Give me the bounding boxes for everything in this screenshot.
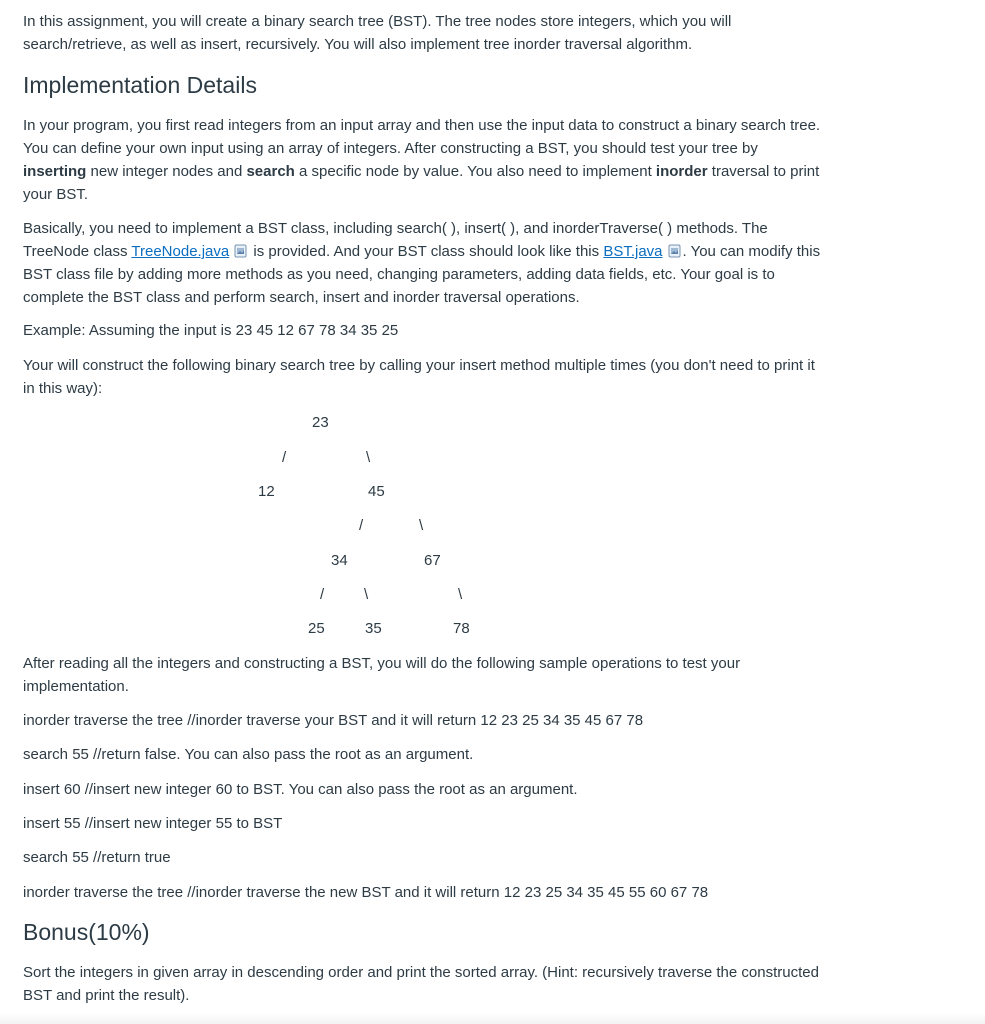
operation-line: inorder traverse the tree //inorder traverse the new BST and it will return 12 23 25 34 35 45 55 60 67 78	[23, 884, 709, 901]
tree-node-34: 34	[331, 552, 348, 569]
operation-line: search 55 //return false. You can also pass the root as an argument.	[23, 746, 474, 763]
tree-node-23: 23	[312, 414, 329, 431]
tree-edge: /	[359, 517, 364, 534]
tree-edge: \	[366, 449, 371, 466]
tree-node-25: 25	[308, 620, 325, 637]
construct-paragraph: Your will construct the following binary search tree by calling your insert method multiple times (you don't need to print it in this way):	[23, 357, 815, 397]
bst-class-paragraph	[23, 217, 823, 309]
para1-text-3: a specific node by value. You also need to implement	[294, 163, 656, 180]
para2-text-1: Basically, you need to implement a BST class, including search( ), insert( ), and inorderTraverse( ) methods. The TreeNode class	[23, 220, 768, 260]
tree-node-45: 45	[368, 483, 385, 500]
para2-text-2: is provided. And your BST class should look like this	[249, 243, 604, 260]
operation-line: insert 60 //insert new integer 60 to BST. You can also pass the root as an argument.	[23, 781, 578, 798]
bst-java-link[interactable]: BST.java	[603, 243, 663, 260]
treenode-java-link[interactable]: TreeNode.java	[131, 243, 230, 260]
intro-paragraph: In this assignment, you will create a binary search tree (BST). The tree nodes store integers, which you will search/retrieve, as well as insert, recursively. You will also implement tree inorder traversal algorithm.	[23, 13, 732, 53]
bst-diagram	[23, 400, 823, 650]
tree-node-35: 35	[365, 620, 382, 637]
bonus-heading: Bonus(10%)	[23, 919, 150, 945]
tree-node-67: 67	[424, 552, 441, 569]
para1-text-1: In your program, you first read integers from an input array and then use the input data to construct a binary search tree. You can define your own input using an array of integers. After constructing a BST, you should test your tree by	[23, 117, 821, 157]
tree-edge: \	[419, 517, 424, 534]
implementation-paragraph	[23, 114, 823, 206]
operation-line: insert 55 //insert new integer 55 to BST	[23, 815, 283, 832]
tree-edge: /	[320, 586, 325, 603]
operation-line: inorder traverse the tree //inorder traverse your BST and it will return 12 23 25 34 35 45 67 78	[23, 712, 644, 729]
tree-node-78: 78	[453, 620, 470, 637]
para1-bold-inserting: inserting	[23, 163, 87, 180]
file-preview-icon[interactable]	[234, 244, 247, 258]
tree-edge: /	[282, 449, 287, 466]
bonus-paragraph: Sort the integers in given array in descending order and print the sorted array. (Hint: recursively traverse the constructed BST and print the result).	[23, 964, 819, 1004]
file-preview-icon[interactable]	[668, 244, 681, 258]
tree-edge: \	[458, 586, 463, 603]
example-line: Example: Assuming the input is 23 45 12 67 78 34 35 25	[23, 322, 399, 339]
page-bottom-divider	[0, 1012, 985, 1024]
para1-bold-inorder: inorder	[655, 163, 708, 180]
operation-line: search 55 //return true	[23, 849, 171, 866]
tree-node-12: 12	[258, 483, 275, 500]
para1-text-4: traversal to print your BST.	[23, 163, 820, 203]
para2-text-3: . You can modify this BST class file by adding more methods as you need, changing parameters, adding data fields, etc. Your goal is to complete the BST class and perform search, insert and inorder traversal operations.	[23, 243, 821, 306]
tree-edge: \	[364, 586, 369, 603]
implementation-heading: Implementation Details	[23, 72, 257, 98]
after-paragraph: After reading all the integers and constructing a BST, you will do the following sample operations to test your implementation.	[23, 655, 741, 695]
para1-text-2: new integer nodes and	[86, 163, 247, 180]
para1-bold-search: search	[246, 163, 295, 180]
